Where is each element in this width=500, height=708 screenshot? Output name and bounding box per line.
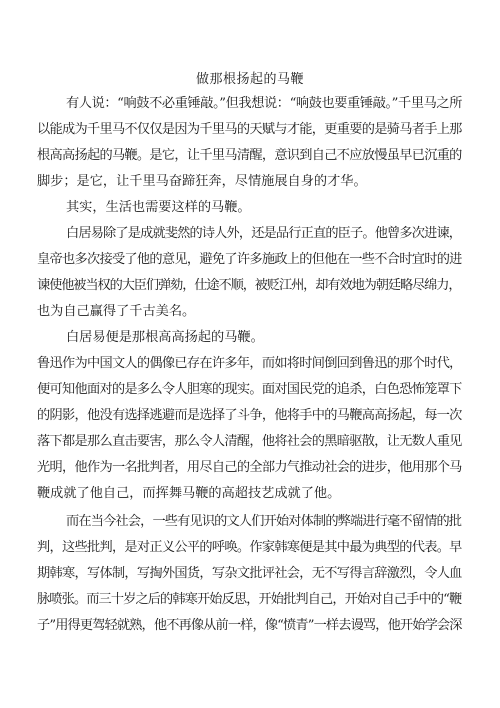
document-title: 做那根扬起的马鞭 [195,72,304,87]
text-line: 光明，他作为一名批判者，用尽自己的全部力气推动社会的进步，他用那个马 [37,460,462,475]
text-line: 而在当今社会，一些有见识的文人们开始对体制的弊端进行毫不留情的批 [66,514,462,529]
text-line: 白居易除了是成就斐然的诗人外，还是品行正直的臣子。他曾多次进谏， [66,226,462,241]
text-line: 以能成为千里马不仅仅是因为千里马的天赋与才能，更重要的是骑马者手上那 [37,122,462,137]
text-line: 期韩寒，写体制，写掏外国货，写杂文批评社会，无不写得言辞激烈，令人血 [37,566,462,581]
text-line: 子”用得更驾轻就熟，他不再像从前一样，像“愤青”一样去谩骂，他开始学会深 [37,618,462,633]
text-line: 的阴影，他没有选择逃避而是选择了斗争，他将手中的马鞭高高扬起，每一次 [37,408,462,423]
text-line: 谏使他被当权的大臣们弹劾，仕途不顺，被贬江州，却有效地为朝廷略尽绵力， [37,278,461,293]
text-line: 鲁迅作为中国文人的偶像已存在许多年，而如将时间倒回到鲁迅的那个时代， [37,356,462,371]
text-line: 判，这些批判，是对正义公平的呼唤。作家韩寒便是其中最为典型的代表。早 [37,540,462,555]
text-line: 其实，生活也需要这样的马鞭。 [66,200,251,215]
text-line: 也为自己赢得了千古美名。 [37,304,196,319]
text-line: 脉喷张。而三十岁之后的韩寒开始反思，开始批判自己，开始对自己手中的“鞭 [37,592,462,607]
text-line: 脚步；是它，让千里马奋蹄狂奔，尽情施展自身的才华。 [37,174,367,189]
text-line: 白居易便是那根高高扬起的马鞭。 [66,330,264,345]
text-line: 鞭成就了他自己，而挥舞马鞭的高超技艺成就了他。 [37,486,341,501]
text-line: 根高高扬起的马鞭。是它，让千里马清醒，意识到自己不应放慢虽早已沉重的 [37,148,462,163]
text-line: 落下都是那么直击要害，那么令人清醒，他将社会的黑暗驱散，让无数人重见 [37,434,462,449]
text-line: 便可知他面对的是多么令人胆寒的现实。面对国民党的追杀，白色恐怖笼罩下 [37,382,462,397]
text-line: 有人说：“响鼓不必重锤敲。”但我想说：“响鼓也要重锤敲。”千里马之所 [66,96,462,111]
text-line: 皇帝也多次接受了他的意见，避免了许多施政上的但他在一些不合时宜时的进 [37,252,462,267]
